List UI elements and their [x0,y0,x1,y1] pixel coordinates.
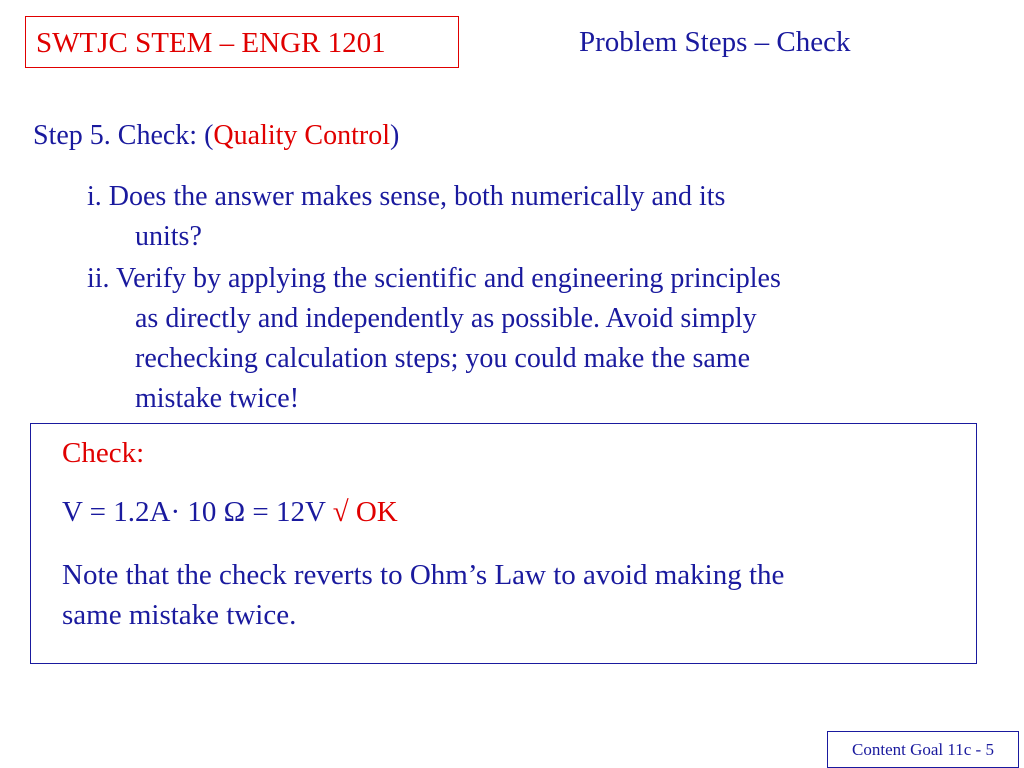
list-item-ii-line-1: ii. Verify by applying the scientific and engineering principles [87,263,781,294]
course-title-box [25,16,459,68]
check-note-line-1: Note that the check reverts to Ohm’s Law to avoid making the [62,559,785,591]
step-heading-highlight: Quality Control [213,120,390,151]
check-note-line-2: same mistake twice. [62,599,297,631]
equation-ok: √ OK [332,496,398,528]
list-item-i-line-2: units? [135,221,202,252]
check-box [30,423,977,664]
course-title: SWTJC STEM – ENGR 1201 [36,27,386,59]
check-equation [62,494,398,530]
list-item-i [87,177,725,257]
list-item-ii-line-3: rechecking calculation steps; you could make the same [135,343,751,374]
step-heading [33,118,399,154]
list-item-ii [87,259,781,419]
slide-title: Problem Steps – Check [579,26,851,58]
check-note [62,555,784,635]
equation-text: V = 1.2A· 10 Ω = 12V [62,496,333,528]
list-item-ii-line-4: mistake twice! [135,383,300,414]
list-item-ii-line-2: as directly and independently as possible. Avoid simply [135,303,757,334]
footer-label: Content Goal 11c - 5 [852,740,994,759]
list-item-i-line-1: i. Does the answer makes sense, both numerically and its [87,181,726,212]
check-label: Check: [62,437,145,469]
step-heading-suffix: ) [389,120,400,151]
step-heading-prefix: Step 5. Check: ( [33,120,214,151]
footer-label-box [827,731,1019,768]
